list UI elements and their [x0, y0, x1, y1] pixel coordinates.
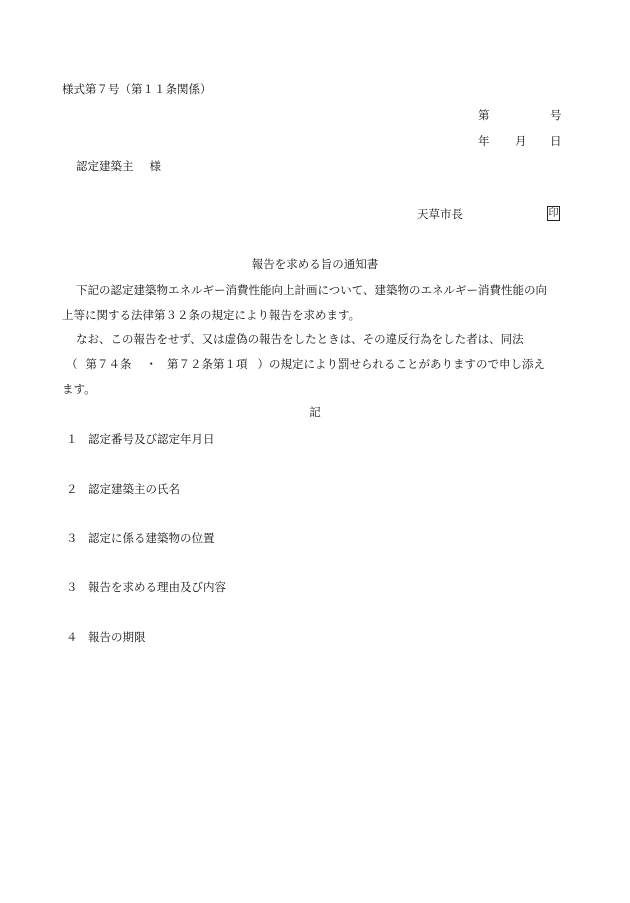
seal-box: 印: [548, 208, 559, 219]
item-label: 報告の期限: [88, 630, 146, 644]
item-label: 認定建築主の氏名: [88, 482, 180, 496]
law-close-text: ）の規定により罰せられることがありますので申し添え: [257, 357, 545, 371]
item-number: ２: [66, 482, 78, 496]
body-paragraph-line: ます。: [62, 382, 96, 396]
addressee-name: 認定建築主: [76, 159, 134, 173]
item-number: ３: [66, 580, 78, 594]
list-item: [66, 434, 215, 446]
law-article-a: 第７４条: [85, 357, 132, 371]
document-number-label: 第: [478, 108, 490, 122]
body-paragraph-line: 上等に関する法律第３２条の規定により報告を求めます。: [62, 308, 361, 322]
item-label: 認定に係る建築物の位置: [88, 531, 215, 545]
addressee-honorific: 様: [149, 159, 161, 173]
item-number: １: [66, 432, 78, 446]
addressee: [76, 161, 161, 173]
document-number-suffix: 号: [550, 108, 562, 122]
list-item: [66, 582, 226, 594]
body-paragraph-line: なお、この報告をせず、又は虚偽の報告をしたときは、その違反行為をした者は、同法: [76, 332, 524, 346]
date-month: 月: [515, 134, 527, 148]
law-article-b: 第７２条第１項: [167, 357, 248, 371]
form-number: 様式第７号（第１１条関係）: [62, 82, 212, 96]
item-number: ４: [66, 630, 78, 644]
date-day: 日: [550, 134, 562, 148]
law-open-paren: （: [66, 357, 78, 371]
list-item: [66, 632, 146, 644]
list-item: [66, 533, 215, 545]
ki-heading: 記: [309, 405, 321, 419]
body-paragraph-line: 下記の認定建築物エネルギー消費性能向上計画について、建築物のエネルギー消費性能の向: [76, 283, 548, 297]
item-label: 報告を求める理由及び内容: [88, 580, 226, 594]
issuer-name: 天草市長: [417, 207, 463, 221]
item-label: 認定番号及び認定年月日: [88, 432, 215, 446]
document-title: 報告を求める旨の通知書: [251, 257, 379, 271]
body-paragraph-line: [66, 359, 545, 371]
list-item: [66, 484, 180, 496]
item-number: ３: [66, 531, 78, 545]
date-year: 年: [478, 134, 490, 148]
law-separator: ・: [145, 357, 157, 371]
